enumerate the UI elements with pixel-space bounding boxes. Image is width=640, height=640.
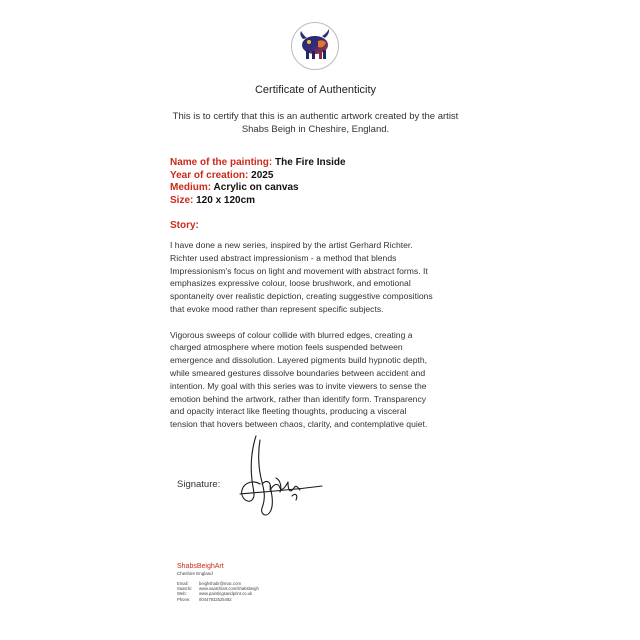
painting-name-label: Name of the painting: [170, 157, 273, 168]
artwork-details [170, 157, 346, 207]
size-row [170, 195, 346, 208]
intro-line: Shabs Beigh in Cheshire, England. [241, 124, 390, 135]
contact-value[interactable]: www.saatchiart.com/shabsbeigh [199, 586, 259, 592]
contact-key: Email: [177, 581, 189, 586]
contact-key: Web: [177, 591, 187, 597]
story-line: and opacity interact like fleeting thoughts, producing a visceral [170, 406, 407, 417]
contact-value: 00447932525492 [199, 596, 232, 602]
story-line: tension that hovers between chaos, clarity, and contemplative quiet. [170, 419, 428, 430]
year-row [170, 170, 346, 183]
certificate-title: Certificate of Authenticity [254, 84, 377, 96]
intro-line: This is to certify that this is an authentic artwork created by the artist [172, 111, 459, 122]
footer [177, 563, 259, 602]
story-line: intention. My goal with this series was to invite viewers to sense the [170, 380, 427, 391]
brand-name: ShabsBeighArt [177, 563, 224, 570]
certificate-intro [0, 110, 631, 136]
medium-value: Acrylic on canvas [213, 182, 299, 193]
painting-name-value: The Fire Inside [275, 157, 346, 168]
story-line: spontaneity over realistic depiction, creating suggestive compositions [170, 291, 433, 302]
story-line: Vigorous sweeps of colour collide with blurred edges, creating a [170, 329, 413, 340]
contact-value[interactable]: www.paintingsandprint.co.uk [199, 591, 253, 597]
size-value: 120 x 120cm [196, 194, 256, 206]
brand-location: Cheshire England [177, 571, 213, 576]
story-line: emergence and dissolution. Layered pigments build hypnotic depth, [170, 355, 428, 366]
contact-list [177, 581, 259, 602]
contact-key: Saatchi: [177, 586, 193, 592]
story-paragraph [170, 329, 470, 431]
size-label: Size: [170, 194, 194, 206]
bull-logo-icon [291, 22, 339, 70]
story-paragraph [170, 239, 470, 316]
story-line: Richter used abstract impressionism - a method that blends [170, 252, 397, 263]
story-heading: Story: [170, 220, 199, 231]
story-text [170, 239, 470, 444]
contact-phone [177, 597, 259, 602]
story-line: charged atmosphere where motion feels suspended between [170, 342, 403, 353]
story-line: emotion behind the artwork, rather than identify form. Transparency [170, 393, 427, 404]
painting-name-row [170, 157, 346, 170]
medium-row [170, 182, 346, 195]
contact-value[interactable]: beighshabr@mac.com [199, 581, 241, 586]
story-line: emphasizes expressive colour, loose brushwork, and emotional [170, 278, 411, 289]
year-value: 2025 [251, 169, 274, 181]
story-line: Impressionism’s focus on light and movement with abstract forms. It [170, 265, 428, 276]
contact-key: Phone: [177, 596, 191, 602]
medium-label: Medium: [170, 182, 212, 193]
story-line: while smeared gestures dissolve boundaries between accident and [170, 367, 426, 378]
signature-label: Signature: [177, 479, 221, 490]
story-line: I have done a new series, inspired by the artist Gerhard Richter. [170, 240, 413, 250]
story-line: that evoke mood rather than represent specific subjects. [170, 303, 384, 314]
handwritten-signature [232, 434, 328, 522]
year-label: Year of creation: [170, 169, 249, 181]
